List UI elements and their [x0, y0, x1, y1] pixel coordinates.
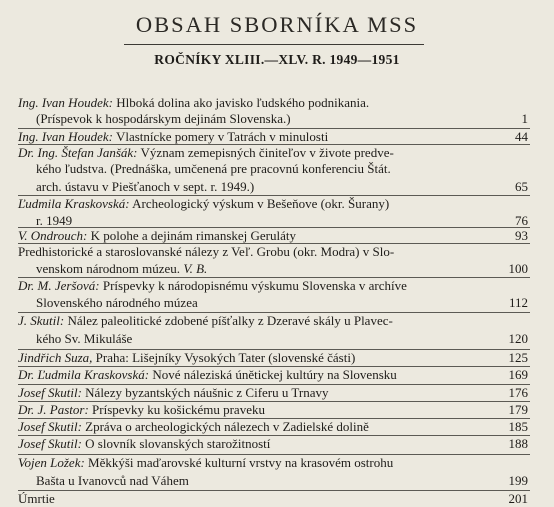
- toc-line: [0, 350, 554, 366]
- toc-line: [0, 228, 554, 244]
- toc-entry-text: [18, 95, 369, 111]
- toc-line: [0, 473, 554, 489]
- toc-line: [0, 179, 554, 195]
- toc-title: Úmrtie: [18, 491, 55, 506]
- toc-entry-text: [18, 350, 355, 366]
- toc-page-number: 100: [508, 261, 528, 276]
- toc-title: Archeologický výskum v Bešeňove (okr. Šurany): [132, 196, 390, 211]
- toc-line: [0, 491, 554, 507]
- toc-title: Nové náleziská únětickej kultúry na Slovensku: [152, 367, 397, 382]
- toc-title: Predhistorické a staroslovanské nálezy z Veľ. Grobu (okr. Modra) v Slo-: [18, 244, 395, 259]
- toc-line: [0, 261, 554, 277]
- toc-title: O slovník slovanských starožitností: [85, 436, 271, 451]
- toc-entry-text: [18, 228, 296, 244]
- toc-author: Dr. Ing. Štefan Janšák:: [18, 145, 138, 160]
- toc-page-number: 179: [508, 402, 528, 417]
- toc-entry-text: [18, 419, 369, 435]
- toc-author: Dr. Ľudmila Kraskovská:: [18, 367, 150, 382]
- toc-entry-text: [18, 313, 393, 329]
- toc-author: Josef Skutil:: [18, 436, 82, 451]
- toc-author: Josef Skutil:: [18, 385, 82, 400]
- toc-title: Praha: Lišejníky Vysokých Tater (slovenské části): [95, 350, 356, 365]
- toc-entry-text: [18, 367, 397, 383]
- toc-page-number: 201: [508, 491, 528, 506]
- toc-page-number: 112: [508, 295, 528, 310]
- toc-page-number: 169: [508, 367, 528, 382]
- toc-author: Ing. Ivan Houdek:: [18, 95, 113, 110]
- toc-author: V. Ondrouch:: [18, 228, 88, 243]
- toc-page-number: 44: [515, 129, 528, 144]
- toc-line: [0, 419, 554, 435]
- toc-author: Jindřich Suza,: [18, 350, 93, 365]
- toc-entry-text: [36, 261, 207, 277]
- toc-title: Nálezy byzantských náušnic z Ciferu u Trnavy: [85, 385, 329, 400]
- toc-page-number: 120: [508, 331, 528, 346]
- toc-line: [0, 402, 554, 418]
- toc-title: Zpráva o archeologických nálezech v Zadielské dolině: [85, 419, 369, 434]
- toc-author: Ľudmila Kraskovská:: [18, 196, 130, 211]
- toc-title: kého Sv. Mikuláše: [36, 331, 133, 346]
- toc-author: Ing. Ivan Houdek:: [18, 129, 113, 144]
- toc-title: K polohe a dejinám rimanskej Geruláty: [90, 228, 297, 243]
- toc-line: [0, 278, 554, 294]
- toc-title: Význam zemepisných činiteľov v živote predve-: [140, 145, 394, 160]
- page-title: OBSAH SBORNÍKA MSS: [135, 12, 419, 37]
- toc-author: Josef Skutil:: [18, 419, 82, 434]
- toc-entry-text: [18, 491, 55, 507]
- title-divider: [124, 44, 424, 45]
- toc-line: [0, 244, 554, 260]
- toc-page-number: 188: [508, 436, 528, 451]
- toc-author: Dr. M. Jeršová:: [18, 278, 100, 293]
- toc-entry-text: [18, 278, 407, 294]
- toc-line: [0, 385, 554, 401]
- toc-title: (Príspevok k hospodárskym dejinám Slovenska.): [36, 111, 291, 126]
- toc-line: [0, 367, 554, 383]
- toc-title: Slovenského národného múzea: [36, 295, 198, 310]
- toc-entry-text: [18, 436, 270, 452]
- page-subtitle: ROČNÍKY XLIII.—XLV. R. 1949—1951: [154, 52, 400, 67]
- toc-entry-text: [36, 331, 132, 347]
- toc-entry-text: [18, 145, 394, 161]
- toc-line: [0, 295, 554, 311]
- toc-title: Vlastnícke pomery v Tatrách v minulosti: [115, 129, 329, 144]
- toc-title: Nález paleolitické zdobené píšťalky z Dzeravé skály u Plavec-: [67, 313, 393, 328]
- toc-line: [0, 331, 554, 347]
- toc-entry-text: [18, 196, 389, 212]
- toc-entry-text: [36, 295, 198, 311]
- toc-author: V. B.: [183, 261, 208, 276]
- toc-entry-text: [18, 244, 394, 260]
- toc-author: Vojen Ložek:: [18, 455, 85, 470]
- toc-page-number: 185: [508, 419, 528, 434]
- toc-line: [0, 129, 554, 145]
- toc-title: Príspevky ku košickému praveku: [92, 402, 265, 417]
- toc-entry-text: [18, 455, 393, 471]
- toc-title: arch. ústavu v Piešťanoch v sept. r. 1949.): [36, 179, 255, 194]
- toc-entry-text: [36, 111, 291, 127]
- toc-entry-text: [18, 129, 328, 145]
- toc-line: [0, 95, 554, 111]
- toc-line: [0, 196, 554, 212]
- toc-line: [0, 455, 554, 471]
- toc-line: [0, 436, 554, 452]
- toc-entry-text: [36, 179, 254, 195]
- toc-page-number: 93: [515, 228, 528, 243]
- toc-title: Bašta u Ivanovců nad Váhem: [36, 473, 189, 488]
- toc-entry-text: [18, 385, 329, 401]
- toc-entry-text: [18, 402, 265, 418]
- toc-title: venskom národnom múzeu.: [36, 261, 181, 276]
- toc-entry-text: [36, 473, 189, 489]
- toc-line: [0, 111, 554, 127]
- toc-page-number: 125: [508, 350, 528, 365]
- toc-entry-text: [36, 161, 391, 177]
- toc-title: r. 1949: [36, 213, 73, 228]
- toc-author: J. Skutil:: [18, 313, 65, 328]
- toc-title: Měkkýši maďarovské kulturní vrstvy na krasovém ostrohu: [88, 455, 394, 470]
- toc-title: Príspevky k národopisnému výskumu Slovenska v archíve: [102, 278, 407, 293]
- toc-page-number: 76: [515, 213, 528, 228]
- toc-title: kého ľudstva. (Prednáška, umčenená pre pracovnú konferenciu Štát.: [36, 161, 391, 176]
- toc-line: [0, 313, 554, 329]
- toc-page-number: 176: [508, 385, 528, 400]
- toc-page-number: 1: [521, 111, 528, 126]
- toc-page-number: 65: [515, 179, 528, 194]
- toc-title: Hlboká dolina ako javisko ľudského podnikania.: [116, 95, 370, 110]
- toc-page-number: 199: [508, 473, 528, 488]
- toc-author: Dr. J. Pastor:: [18, 402, 89, 417]
- toc-line: [0, 161, 554, 177]
- toc-line: [0, 145, 554, 161]
